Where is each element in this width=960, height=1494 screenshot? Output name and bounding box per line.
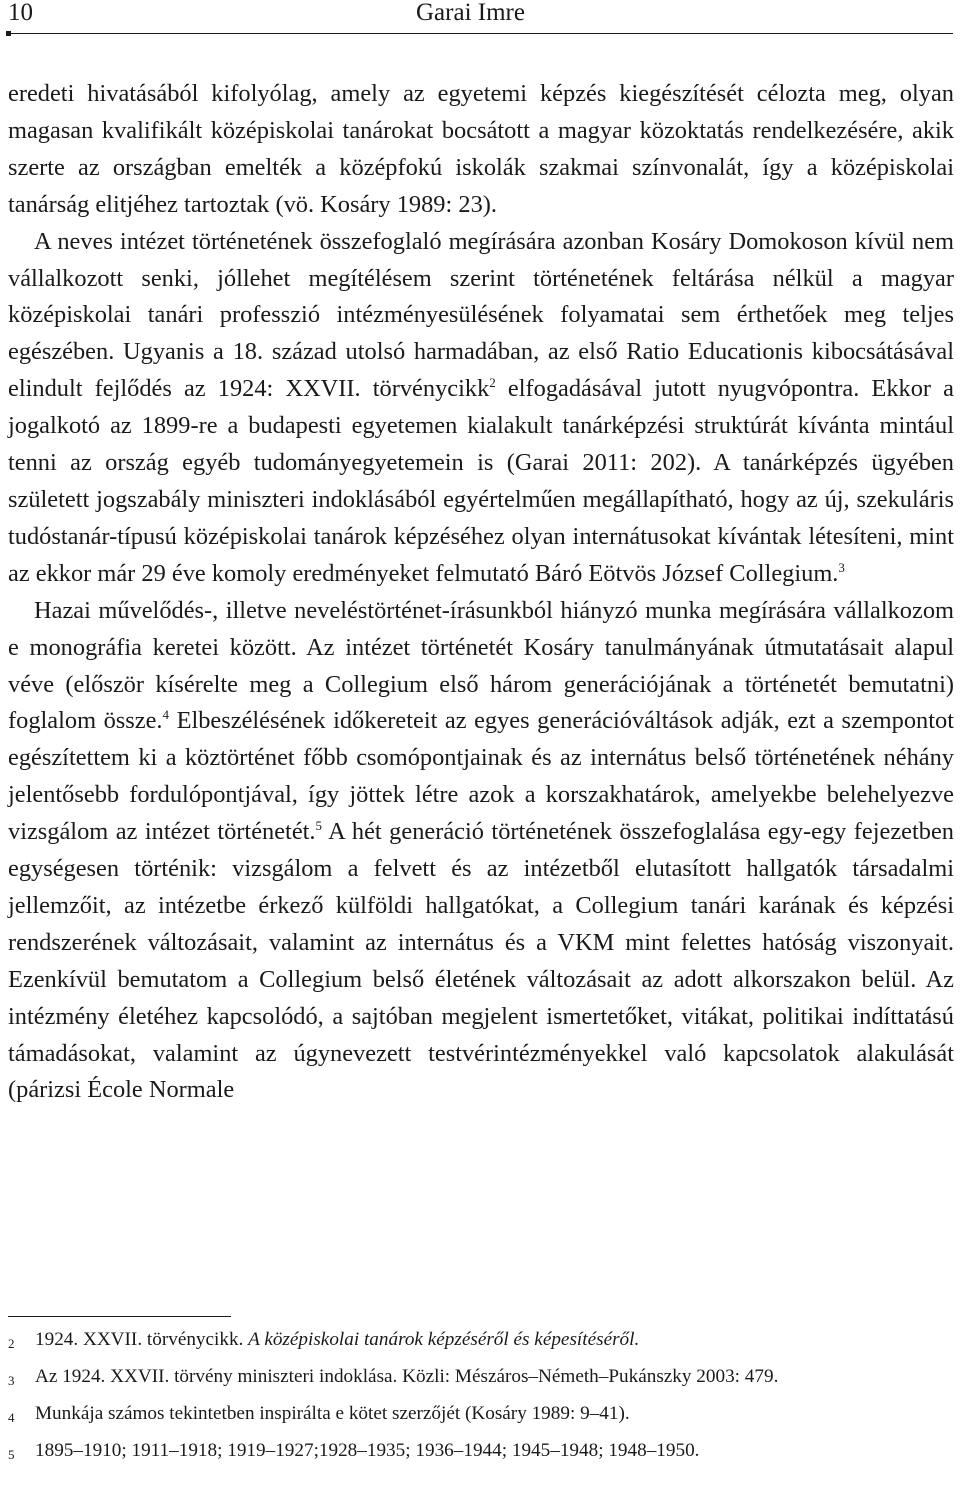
footnote-text: Az 1924. XXVII. törvény miniszteri indoklása. Közli: Mészáros–Németh–Pukánszky 2003: 479. (35, 1366, 779, 1387)
footnote-number: 4 (8, 1410, 15, 1425)
footnote-reference[interactable]: 2 (489, 375, 496, 391)
footnote-reference[interactable]: 4 (162, 707, 170, 723)
paragraph (8, 593, 954, 1110)
footnote-reference[interactable]: 3 (838, 559, 845, 575)
paragraph-text: Elbeszélésének időkereteit az egyes generációváltások adják, ezt a szempontot egészítettem ki a köztörténet főbb csomópontjainak és az internátus belső történetének néhány jelentősebb fordulópontjával, így jöttek létre azok a korszakhatárok, amelyekbe belehelyezve vizsgálom az intézet történetét. (8, 707, 954, 846)
footnote (8, 1400, 954, 1427)
footnote-text: Munkája számos tekintetben inspirálta e kötet szerzőjét (Kosáry 1989: 9–41). (35, 1403, 630, 1424)
paragraph (8, 76, 954, 224)
footnote-text: 1924. XXVII. törvénycikk. (35, 1329, 249, 1350)
footnote-text: 1895–1910; 1911–1918; 1919–1927;1928–1935; 1936–1944; 1945–1948; 1948–1950. (35, 1440, 700, 1461)
footnote-number: 5 (8, 1447, 15, 1462)
footnote-title: A középiskolai tanárok képzéséről és képesítéséről. (248, 1329, 640, 1350)
header-rule (8, 33, 953, 34)
running-head: Garai Imre (416, 0, 525, 26)
footnote (8, 1326, 954, 1353)
footnote-number: 2 (8, 1336, 15, 1351)
paragraph-text: elfogadásával jutott nyugvópontra. Ekkor a jogalkotó az 1899-re a budapesti egyetemen kialakult tanárképzési struktúrát kívánta mintául tenni az ország egyéb tudományegyetemein is (Garai 2011: 202). A tanárképzés ügyében született jogszabály miniszteri indoklásából egyértelműen megállapítható, hogy az új, szekuláris tudóstanár-típusú középiskolai tanárok képzéséhez olyan internátusokat kívántak létesíteni, mint az ekkor már 29 éve komoly eredményeket felmutató Báró Eötvös József Collegium. (8, 375, 954, 587)
paragraph-text: A hét generáció történetének összefoglalása egy-egy fejezetben egységesen történik: vizsgálom a felvett és az intézetből elutasított hallgatók társadalmi jellemzőit, az intézetbe érkező külföldi hallgatókat, a Collegium tanári karának és képzési rendszerének változásait, valamint az internátus és a VKM mint felettes hatóság viszonyait. Ezenkívül bemutatom a Collegium belső életének változásait az adott alkorszakon belül. Az intézmény életéhez kapcsolódó, a sajtóban megjelent ismertetőket, vitákat, politikai indíttatású támadásokat, valamint az úgynevezett testvérintézményekkel való kapcsolatok alakulását (párizsi École Normale (8, 818, 954, 1104)
paragraph-text: eredeti hivatásából kifolyólag, amely az egyetemi képzés kiegészítését célozta meg, olyan magasan kvalifikált középiskolai tanárokat bocsátott a magyar közoktatás rendelkezésére, akik szerte az országban emelték a középfokú iskolák szakmai színvonalát, így a középiskolai tanárság elitjéhez tartoztak (vö. Kosáry 1989: 23). (8, 80, 954, 218)
footnote (8, 1437, 954, 1464)
paragraph (8, 224, 954, 593)
paragraph-text: A neves intézet történetének összefoglaló megírására azonban Kosáry Domokoson kívül nem vállalkozott senki, jóllehet megítélésem szerint történetének feltárása nélkül a magyar középiskolai tanári professzió intézményesülésének folyamatai sem érthetőek meg teljes egészében. Ugyanis a 18. század utolsó harmadában, az első Ratio Educationis kibocsátásával elindult fejlődés az 1924: XXVII. törvénycikk (8, 227, 954, 403)
footnotes (8, 1326, 954, 1474)
footnote (8, 1363, 954, 1390)
footnote-separator (8, 1316, 231, 1317)
page-number: 10 (8, 0, 33, 26)
page-header (0, 0, 960, 40)
body-text (8, 76, 954, 1109)
paragraph-text: Hazai művelődés-, illetve neveléstörténet-írásunkból hiányzó munka megírására vállalkozom e monográfia keretei között. Az intézet történetét Kosáry tanulmányának útmutatásait alapul véve (először kísérelte meg a Collegium első három generációjának a történetét bemutatni) foglalom össze. (8, 596, 954, 735)
footnote-reference[interactable]: 5 (315, 818, 323, 834)
header-rule-marker (6, 31, 11, 36)
footnote-number: 3 (8, 1373, 15, 1388)
